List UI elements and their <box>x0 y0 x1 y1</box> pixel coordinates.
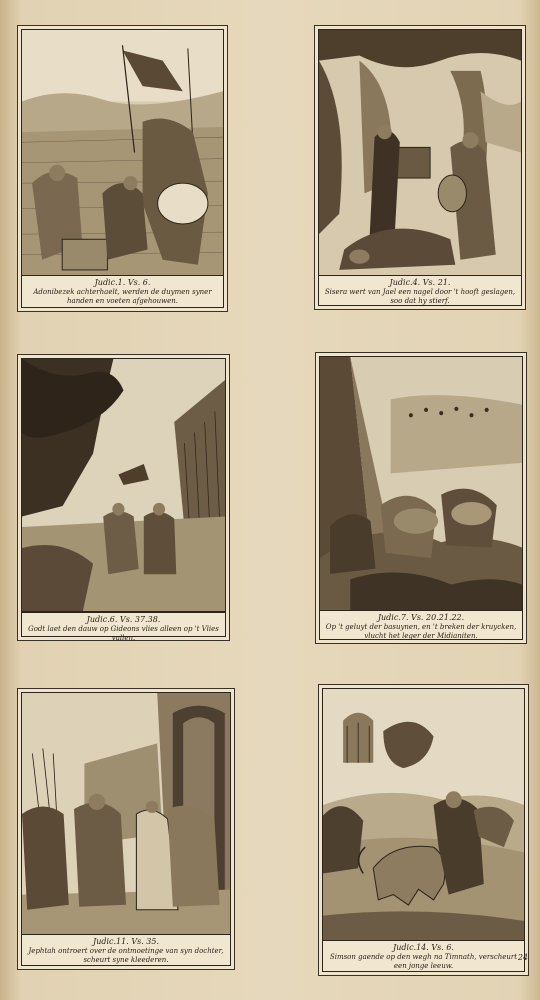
caption-box <box>322 940 525 972</box>
engraving-adonibezek <box>21 29 224 276</box>
plate-caption: Op 't geluyt der basuynen, en 't breken der kruycken, vlucht het leger der Midianiten. <box>325 623 517 640</box>
engraving-midianites-rout <box>319 356 523 612</box>
caption-box <box>21 612 226 642</box>
caption-box <box>319 610 523 640</box>
plate-adonibezek <box>17 25 228 312</box>
plate-jephthah-daughter <box>17 688 235 970</box>
engraving-jephthah-daughter <box>21 692 231 936</box>
caption-box <box>21 934 231 966</box>
caption-box <box>318 275 522 306</box>
plate-samson-lion <box>318 684 529 976</box>
plate-caption: Godt laet den dauw op Gideons vlies alleen op 't Vlies vallen. <box>28 625 219 642</box>
plate-caption: Simson gaende op den wegh na Timnath, verscheurt een jonge leeuw. <box>329 953 518 970</box>
plate-caption: Sisera wert van Jael een nagel door 't hooft geslagen, soo dat hy stierf. <box>324 288 516 305</box>
scripture-reference: Judic.7. Vs. 20.21.22. <box>377 613 465 622</box>
plate-gideon-fleece <box>17 354 230 641</box>
scripture-reference: Judic.11. Vs. 35. <box>92 937 160 946</box>
caption-box <box>21 275 224 308</box>
plate-midianites-rout <box>315 352 527 644</box>
scripture-reference: Judic.1. Vs. 6. <box>94 278 151 287</box>
scripture-reference: Judic.14. Vs. 6. <box>393 943 454 952</box>
scripture-reference: Judic.4. Vs. 21. <box>389 278 451 287</box>
page-number: 24 <box>517 953 528 962</box>
plate-caption: Jephtah ontroert over de ontmoetinge van syn dochter, scheurt syne kleederen. <box>28 947 224 964</box>
engraving-samson-lion <box>322 688 525 943</box>
plate-caption: Adonibezek achterhaelt, werden de duymen syner handen en voeten afgehouwen. <box>33 288 212 305</box>
scripture-reference: Judic.6. Vs. 37.38. <box>86 615 161 624</box>
plate-jael-sisera <box>314 25 526 310</box>
engraving-gideon-fleece <box>21 358 226 612</box>
engraving-jael-sisera <box>318 29 522 276</box>
